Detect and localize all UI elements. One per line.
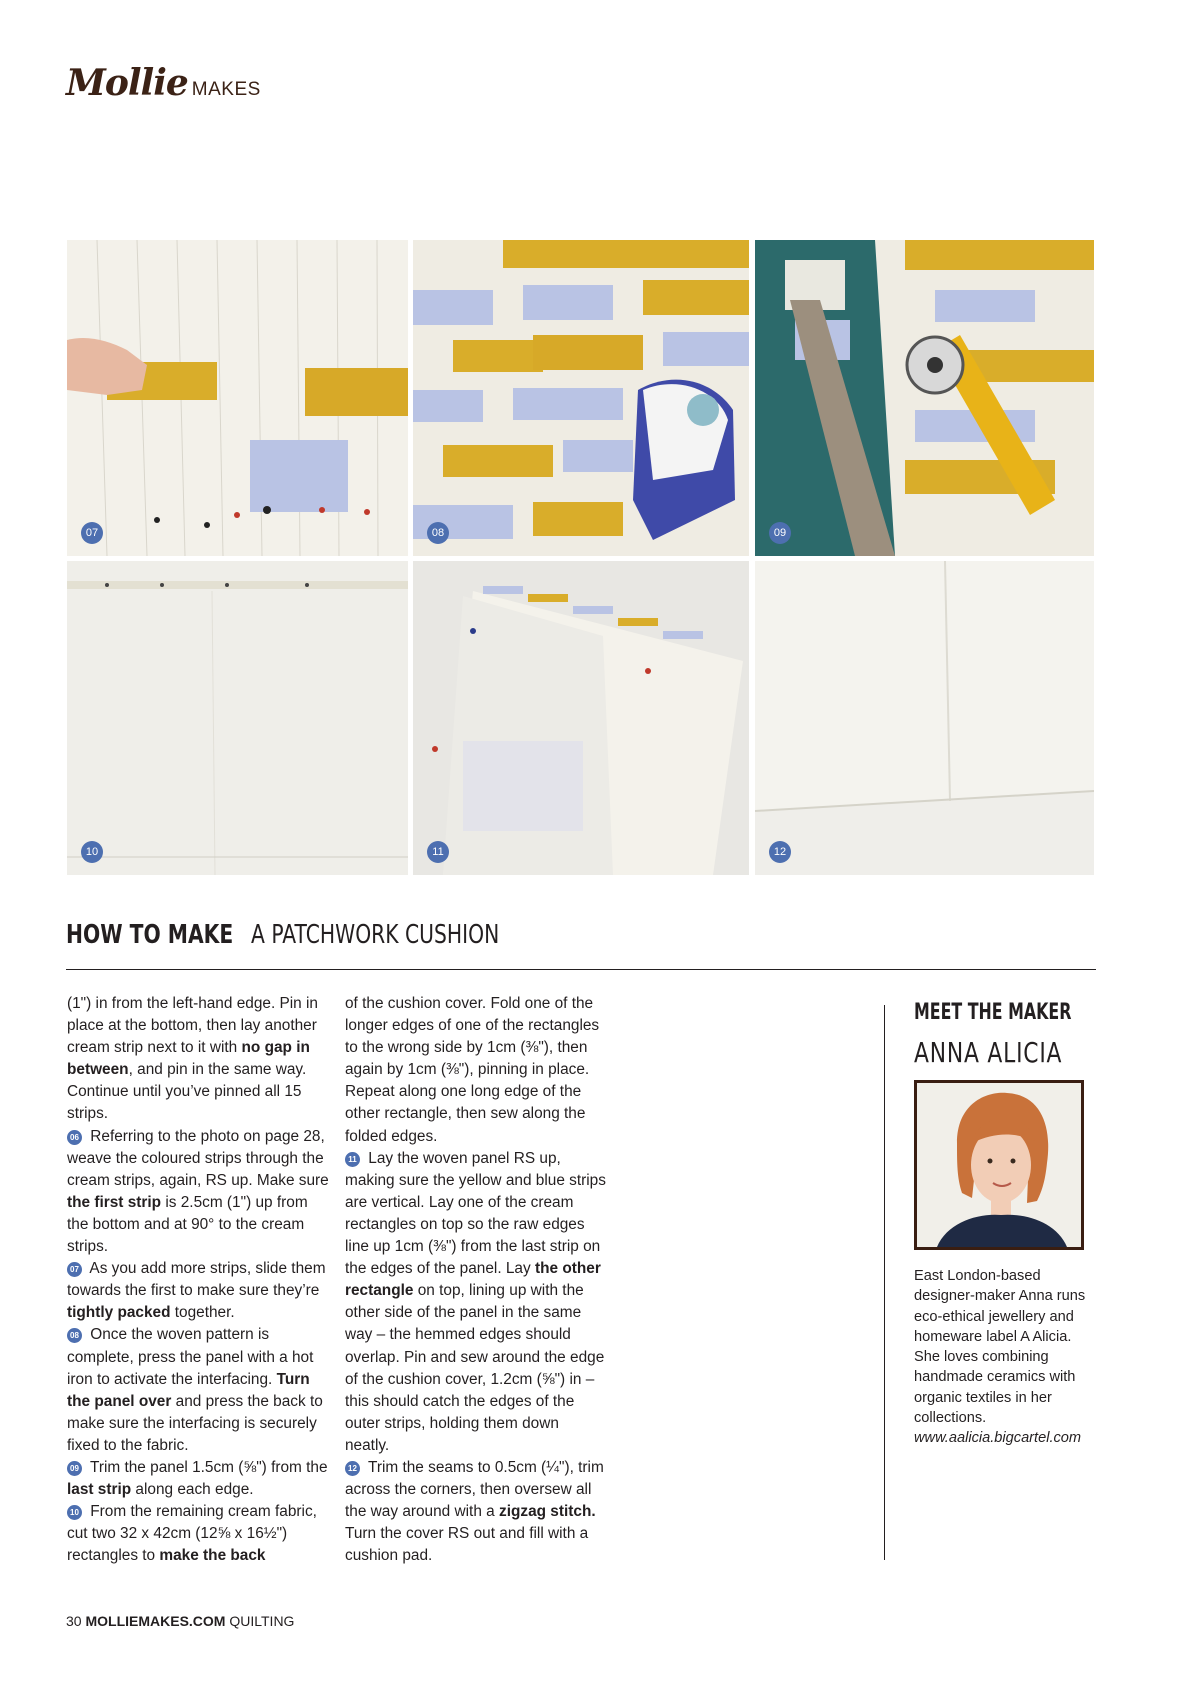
masthead: [66, 62, 261, 102]
bio-text: East London-based designer-maker Anna runs eco-ethical jewellery and homeware label A Alicia. She loves combining handmade ceramics with organic textiles in her collections.: [914, 1268, 1086, 1427]
section-heading: [66, 920, 569, 950]
step-photo-12: [755, 561, 1094, 875]
step-number-badge: 07: [81, 522, 103, 544]
page-number: 30: [66, 1613, 82, 1629]
heading-rule: [66, 969, 1096, 970]
sidebar-divider: [884, 1005, 885, 1560]
body-text: together.: [170, 1304, 235, 1322]
step-photo-11: [413, 561, 749, 875]
step-photo-09: [755, 240, 1094, 556]
emphasis-text: make the back: [159, 1547, 266, 1565]
body-text: (1") in from the left-hand edge. Pin in place at the bottom, then lay another cream strip next to it with: [67, 995, 318, 1057]
body-text: Lay the woven panel RS up, making sure the yellow and blue strips are vertical. Lay one of the cream rectangles on top so the raw edges line up 1cm (⅜") from the last strip on the edges of the panel. Lay: [345, 1149, 606, 1278]
emphasis-text: no gap in between: [67, 1039, 310, 1079]
emphasis-text: last strip: [67, 1481, 132, 1499]
body-text: Referring to the photo on page 28, weave the coloured strips through the cream strips, again, RS up. Make sure: [67, 1127, 329, 1189]
body-text: and press the back to make sure the interfacing is securely fixed to the fabric.: [67, 1392, 323, 1454]
step-badge-12: 12: [345, 1461, 360, 1476]
step-badge-09: 09: [67, 1461, 82, 1476]
body-text: , and pin in the same way. Continue until you’ve pinned all 15 strips.: [67, 1061, 307, 1123]
step-number-badge: 12: [769, 841, 791, 863]
maker-website-link[interactable]: www.aalicia.bigcartel.com: [914, 1430, 1082, 1447]
instructions-column-2: [345, 993, 607, 1567]
body-text: of the cushion cover. Fold one of the longer edges of one of the rectangles to the wrong side by 1cm (⅜"), then again by 1cm (⅜"), pinning in place. Repeat along one long edge of the other rectangle, then sew along the folded edges.: [345, 995, 600, 1145]
photo-08-illustration: [413, 240, 749, 556]
step-badge-11: 11: [345, 1152, 360, 1167]
brand-logo-sub: MAKES: [191, 79, 261, 100]
body-text: Turn the cover RS out and fill with a cushion pad.: [345, 1525, 589, 1565]
emphasis-text: the other rectangle: [345, 1260, 601, 1300]
emphasis-text: zigzag stitch.: [499, 1503, 596, 1521]
emphasis-text: tightly packed: [67, 1304, 171, 1322]
instruction-text: [345, 993, 607, 1567]
instruction-text: [67, 993, 329, 1567]
body-text: Once the woven pattern is complete, press the panel with a hot iron to activate the interfacing.: [67, 1326, 314, 1388]
sidebar-label: MEET THE MAKER: [914, 1000, 1072, 1025]
photo-11-illustration: [413, 561, 749, 875]
photo-12-illustration: [755, 561, 1094, 875]
step-photo-08: [413, 240, 749, 556]
photo-07-illustration: [67, 240, 408, 556]
footer-section: QUILTING: [229, 1613, 295, 1629]
step-badge-06: 06: [67, 1130, 82, 1145]
step-number-badge: 10: [81, 841, 103, 863]
photo-09-illustration: [755, 240, 1094, 556]
section-heading-bold: HOW TO MAKE: [66, 920, 234, 950]
step-photo-10: [67, 561, 408, 875]
emphasis-text: the first strip: [67, 1193, 162, 1211]
body-text: From the remaining cream fabric, cut two 32 x 42cm (12⅝ x 16½") rectangles to: [67, 1503, 317, 1565]
body-text: is 2.5cm (1") up from the bottom and at 90° to the cream strips.: [67, 1193, 308, 1256]
step-badge-07: 07: [67, 1262, 82, 1277]
step-number-badge: 08: [427, 522, 449, 544]
maker-portrait: [914, 1080, 1084, 1250]
body-text: As you add more strips, slide them towards the first to make sure they’re: [67, 1260, 326, 1300]
page-footer: [66, 1613, 294, 1629]
maker-bio: [914, 1266, 1094, 1449]
step-number-badge: 11: [427, 841, 449, 863]
step-badge-08: 08: [67, 1328, 82, 1343]
photo-10-illustration: [67, 561, 408, 875]
brand-logo: Mollie: [66, 62, 188, 104]
body-text: on top, lining up with the other side of the panel in the same way – the hemmed edges should overlap. Pin and sew around the edge of the cushion cover, 1.2cm (⅝") in – this should catch the edges of the outer strips, holding them down neatly.: [345, 1282, 605, 1454]
step-photo-07: [67, 240, 408, 556]
instructions-column-1: [67, 993, 329, 1567]
body-text: Trim the panel 1.5cm (⅝") from the: [86, 1458, 328, 1476]
body-text: along each edge.: [131, 1481, 254, 1499]
portrait-illustration: [917, 1083, 1081, 1247]
footer-site: MOLLIEMAKES.COM: [85, 1613, 226, 1629]
step-badge-10: 10: [67, 1505, 82, 1520]
section-heading-light: A PATCHWORK CUSHION: [250, 920, 499, 950]
emphasis-text: Turn the panel over: [67, 1370, 310, 1410]
body-text: Trim the seams to 0.5cm (¼"), trim across the corners, then oversew all the way around with a: [345, 1458, 604, 1521]
maker-name: ANNA ALICIA: [914, 1036, 1063, 1069]
step-number-badge: 09: [769, 522, 791, 544]
